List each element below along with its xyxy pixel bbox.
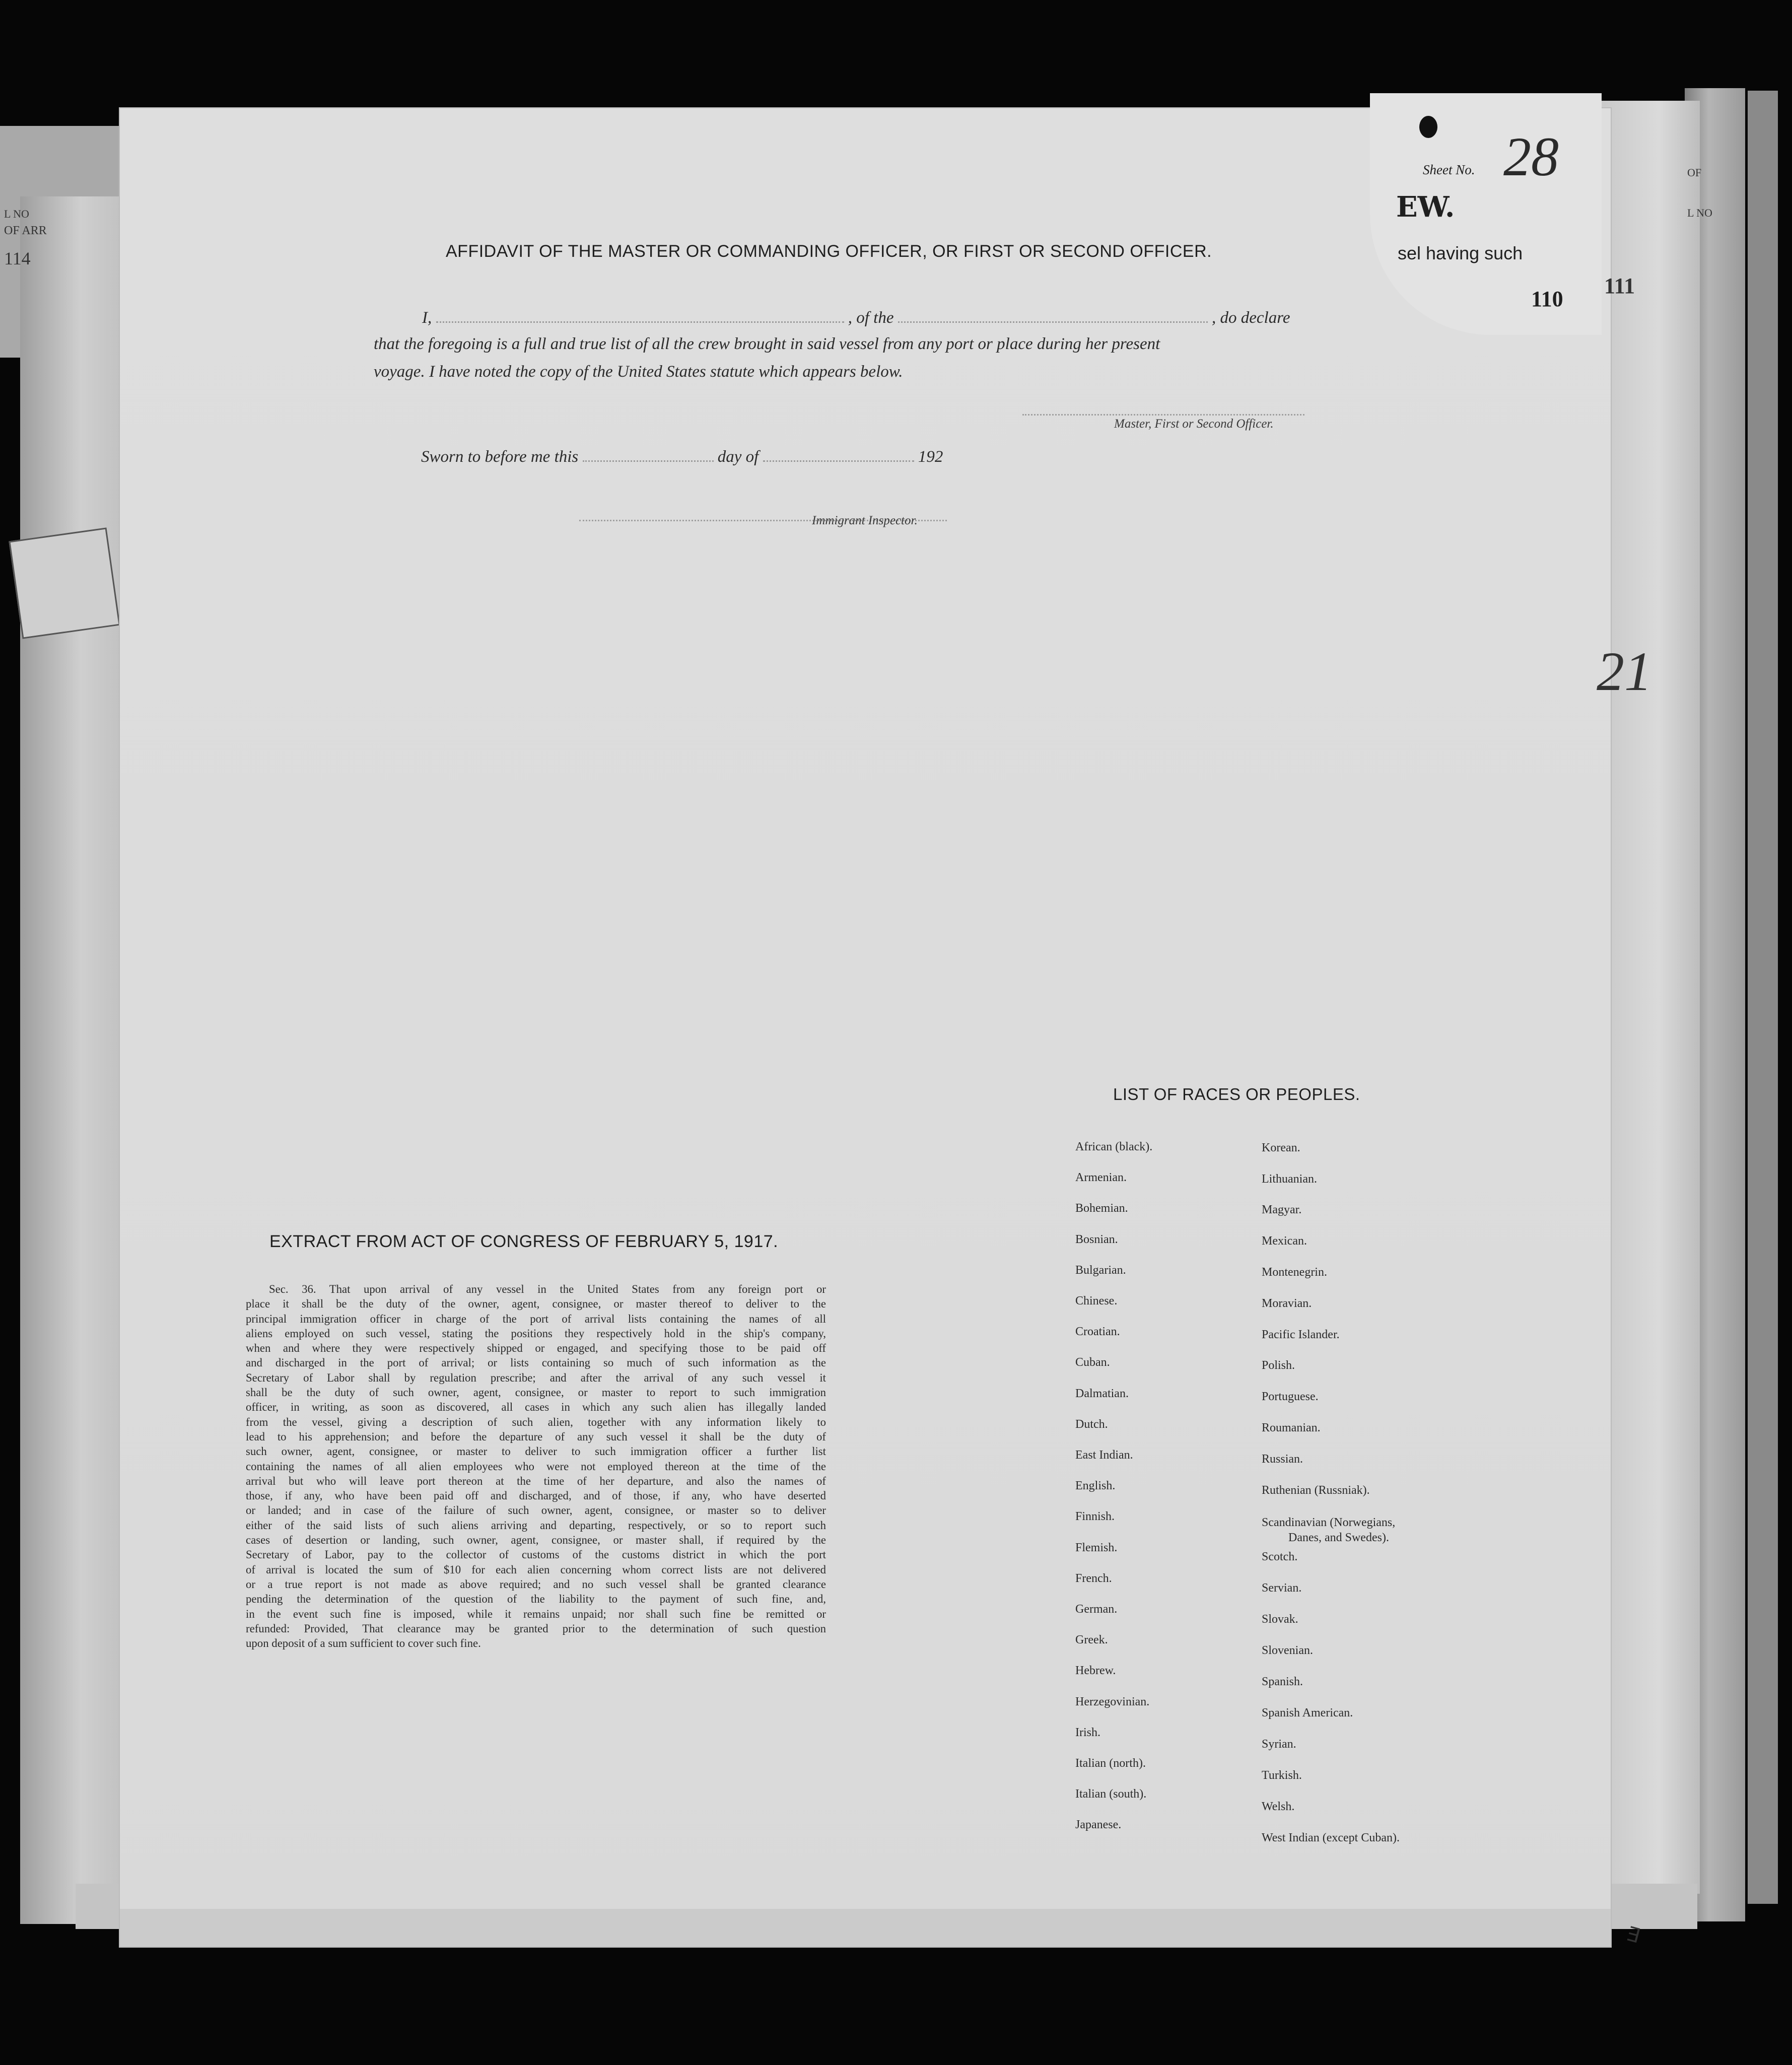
- sworn-day-of: day of: [717, 448, 759, 466]
- sworn-prefix: Sworn to before me this: [421, 448, 579, 466]
- punch-hole: [1419, 116, 1437, 138]
- sheet-no-label: Sheet No.: [1423, 162, 1475, 177]
- name-blank[interactable]: [436, 308, 844, 323]
- race-item: Spanish American.: [1262, 1706, 1353, 1719]
- extract-line: Secretary of Labor shall by regulation prescribe; and after the arrival of any such vessel it: [246, 1371, 826, 1384]
- race-item: Welsh.: [1262, 1800, 1295, 1813]
- extract-line: lead to his apprehension; and before the departure of any such vessel it shall be the duty of: [246, 1430, 826, 1443]
- background-strip-right: [1748, 91, 1778, 1904]
- declaration-i: I,: [422, 309, 432, 327]
- extract-line: place it shall be the duty of the owner, agent, consignee, or master thereof to deliver to the: [246, 1297, 826, 1311]
- race-item: Japanese.: [1075, 1818, 1122, 1831]
- race-item: Danes, and Swedes).: [1288, 1531, 1389, 1544]
- race-item: Moravian.: [1262, 1297, 1312, 1310]
- extract-line: of arrival is located the sum of $10 for each alien concerning whom correct lists are not delivered: [246, 1563, 826, 1576]
- affidavit-title: AFFIDAVIT OF THE MASTER OR COMMANDING OFFICER, OR FIRST OR SECOND OFFICER.: [446, 242, 1212, 261]
- corner-stamp: ∃: [1624, 1922, 1642, 1948]
- race-item: East Indian.: [1075, 1449, 1133, 1462]
- extract-line: or a true report is not made as above required; and no such vessel shall be granted clearance: [246, 1577, 826, 1591]
- race-item: Montenegrin.: [1262, 1266, 1327, 1279]
- race-item: Croatian.: [1075, 1325, 1120, 1338]
- left-edge-text-c: L NO: [4, 208, 29, 220]
- race-item: English.: [1075, 1479, 1116, 1492]
- race-item: Syrian.: [1262, 1738, 1296, 1751]
- race-item: West Indian (except Cuban).: [1262, 1831, 1400, 1844]
- extract-line: in the event such fine is imposed, while it remains unpaid; nor shall such fine be remitted or: [246, 1607, 826, 1620]
- race-item: Chinese.: [1075, 1294, 1118, 1307]
- race-item: Italian (north).: [1075, 1757, 1146, 1770]
- race-item: Slovenian.: [1262, 1644, 1313, 1657]
- right-edge-text-b: L NO: [1687, 206, 1712, 219]
- extract-line: upon deposit of a sum sufficient to cover such fine.: [246, 1637, 481, 1650]
- race-item: Irish.: [1075, 1726, 1100, 1739]
- race-item: Hebrew.: [1075, 1664, 1116, 1677]
- extract-line: and discharged in the port of arrival; or lists containing so much of such information as the: [246, 1356, 826, 1369]
- race-item: Italian (south).: [1075, 1787, 1147, 1801]
- race-item: Greek.: [1075, 1633, 1108, 1646]
- extract-line: principal immigration officer in charge of the port of arrival lists containing the names of all: [246, 1312, 826, 1325]
- race-item: German.: [1075, 1603, 1118, 1616]
- declaration-line-3: voyage. I have noted the copy of the United States statute which appears below.: [374, 363, 903, 381]
- background-sheet-right: [1597, 101, 1700, 1894]
- extract-line: arrival but who will leave port thereon at the time of her departure, and also the names of: [246, 1474, 826, 1487]
- sworn-line: [421, 447, 943, 466]
- right-edge-text-a: OF: [1687, 166, 1702, 179]
- race-item: Dalmatian.: [1075, 1387, 1129, 1400]
- race-item: Bohemian.: [1075, 1202, 1128, 1215]
- races-title: LIST OF RACES OR PEOPLES.: [1113, 1085, 1360, 1104]
- race-item: Portuguese.: [1262, 1390, 1319, 1403]
- sworn-day-blank[interactable]: [583, 447, 714, 462]
- page-bottom-shade: [120, 1909, 1611, 1947]
- page-number-right: 110: [1531, 287, 1563, 311]
- race-item: French.: [1075, 1572, 1112, 1585]
- extract-body: [246, 1282, 826, 1650]
- race-item: Scotch.: [1262, 1550, 1298, 1563]
- race-item: Dutch.: [1075, 1418, 1108, 1431]
- race-item: Flemish.: [1075, 1541, 1118, 1554]
- extract-line: officer, in writing, as soon as discovered, all cases in which any such alien has illegally landed: [246, 1401, 826, 1414]
- race-item: Finnish.: [1075, 1510, 1115, 1523]
- extract-line: Sec. 36. That upon arrival of any vessel in the United States from any foreign port or: [269, 1283, 826, 1295]
- extract-title: EXTRACT FROM ACT OF CONGRESS OF FEBRUARY 5, 1917.: [269, 1232, 779, 1251]
- race-item: Mexican.: [1262, 1234, 1307, 1248]
- extract-line: cases of desertion or landing, such owner, agent, consignee, or master shall, if required by the: [246, 1534, 826, 1547]
- extract-line: those, if any, who have been paid off and discharged, and of those, if any, who have deserted: [246, 1489, 826, 1502]
- declaration-line-2: that the foregoing is a full and true list of all the crew brought in said vessel from any port or place during her present: [374, 335, 1160, 353]
- race-item: Polish.: [1262, 1359, 1295, 1372]
- race-item: Pacific Islander.: [1262, 1328, 1340, 1341]
- background-sheet-left: [20, 196, 121, 1924]
- race-item: Armenian.: [1075, 1171, 1127, 1184]
- race-item: Roumanian.: [1262, 1421, 1321, 1434]
- extract-line: aliens employed on such vessel, stating the positions they respectively hold in the ship's company,: [246, 1327, 826, 1340]
- vessel-blank[interactable]: [898, 308, 1208, 323]
- extract-line: containing the names of all alien employees who were not employed thereon at the time of the: [246, 1460, 826, 1473]
- left-edge-text-b: 114: [4, 248, 31, 268]
- header-fragment: EW.: [1396, 190, 1455, 224]
- race-item: Scandinavian (Norwegians,: [1262, 1516, 1396, 1529]
- extract-line: Secretary of Labor, pay to the collector of customs of the customs district in which the port: [246, 1548, 826, 1561]
- tag-stub: [9, 527, 120, 639]
- sheet-number-handwritten: 28: [1503, 126, 1559, 187]
- extract-line: when and where they were respectively shipped or engaged, and specifying those to be paid off: [246, 1342, 826, 1355]
- race-item: Lithuanian.: [1262, 1173, 1317, 1186]
- vessel-fragment: sel having such: [1398, 243, 1523, 263]
- race-item: Bosnian.: [1075, 1233, 1118, 1246]
- race-item: Servian.: [1262, 1581, 1302, 1595]
- extract-line: from the vessel, giving a description of such alien, together with any information likely to: [246, 1415, 826, 1428]
- sworn-month-blank[interactable]: [763, 447, 914, 462]
- race-item: Magyar.: [1262, 1203, 1302, 1216]
- extract-line: pending the determination of the question of the liability to the payment of such fine, and,: [246, 1593, 826, 1606]
- margin-handwriting: 21: [1597, 641, 1652, 702]
- race-item: Spanish.: [1262, 1675, 1303, 1688]
- inspector-signature-label: Immigrant Inspector.: [812, 514, 918, 527]
- extract-line: such owner, agent, consignee, or master to deliver to such immigration officer a further list: [246, 1445, 826, 1458]
- race-item: Herzegovinian.: [1075, 1695, 1150, 1708]
- race-item: African (black).: [1075, 1140, 1153, 1153]
- race-item: Bulgarian.: [1075, 1264, 1126, 1277]
- race-item: Turkish.: [1262, 1769, 1302, 1782]
- extract-line: refunded: Provided, That clearance may be granted prior to the determination of such question: [246, 1622, 826, 1635]
- extract-line: shall be the duty of such owner, agent, consignee, or master to report to such immigration: [246, 1386, 826, 1399]
- declaration-of-the: , of the: [848, 309, 894, 327]
- extract-line: or landed; and in case of the failure of such owner, agent, consignee, or master so to deliver: [246, 1504, 826, 1517]
- sworn-year: 192: [918, 448, 943, 466]
- left-edge-text-a: OF ARR: [4, 224, 47, 237]
- master-signature-line[interactable]: [1022, 413, 1304, 416]
- declaration-line-1: [422, 308, 1290, 327]
- master-signature-label: Master, First or Second Officer.: [1114, 417, 1274, 431]
- race-item: Russian.: [1262, 1453, 1303, 1466]
- race-item: Korean.: [1262, 1141, 1300, 1154]
- race-item: Ruthenian (Russniak).: [1262, 1484, 1370, 1497]
- page-number-far-right: 111: [1604, 273, 1635, 298]
- race-item: Cuban.: [1075, 1356, 1110, 1369]
- manifest-page: [120, 108, 1611, 1947]
- extract-line: either of the said lists of such aliens arriving and departing, respectively, or so to report such: [246, 1519, 826, 1532]
- race-item: Slovak.: [1262, 1613, 1298, 1626]
- declaration-declare: , do declare: [1211, 309, 1290, 327]
